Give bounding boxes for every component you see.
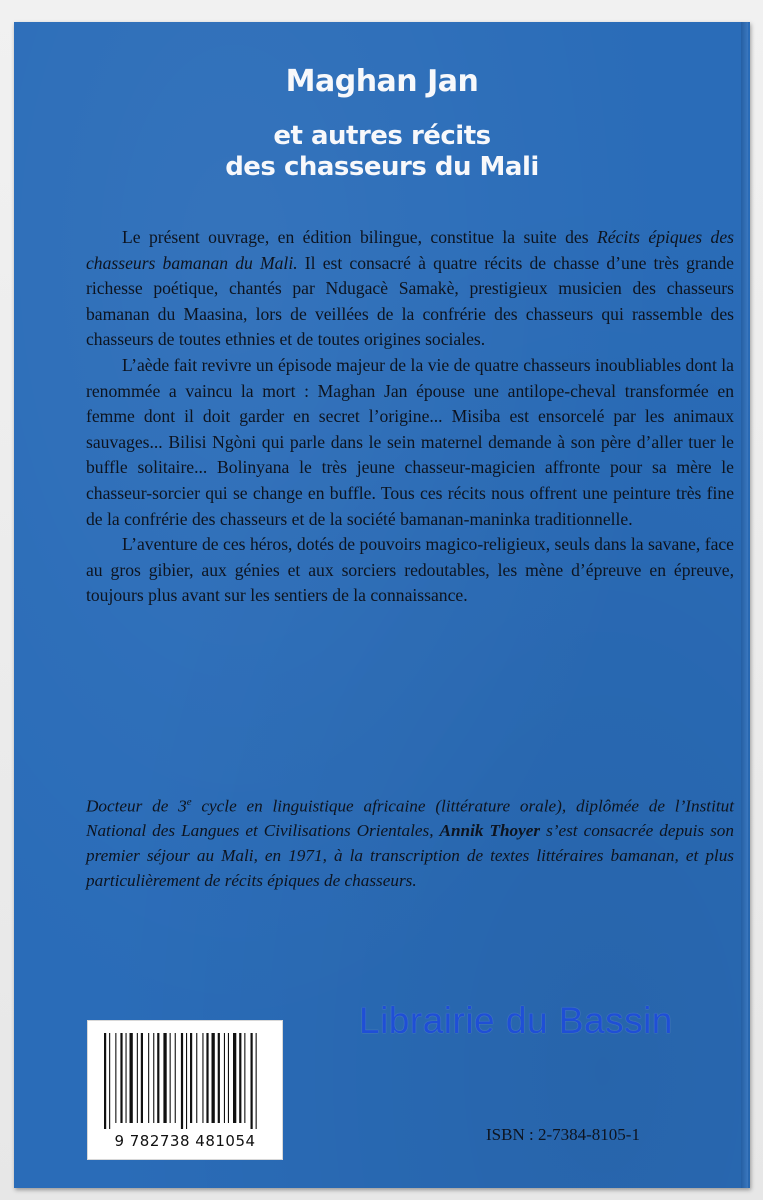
barcode-bar [196, 1033, 197, 1123]
book-subtitle-line-2: des chasseurs du Mali [225, 152, 539, 182]
barcode-bar [141, 1033, 143, 1123]
cover-edge [741, 22, 748, 1188]
barcode-bar [148, 1033, 149, 1123]
barcode-bar [202, 1033, 203, 1123]
blurb-paragraph-3: L’aventure de ces héros, dotés de pouvoirs magico-religieux, seuls dans la savane, face au gros gibier, aux génies et aux sorciers redoutables, les mène d’épreuve en épreuve, toujours plus avant sur les sentiers de la connaissance. [86, 534, 734, 606]
bio-text-end: s’est consacrée depuis son premier séjour au Mali, en 1971, à la transcription de textes littéraires bamanan, et plus particulièrement de récits épiques de chasseurs. [86, 821, 734, 890]
barcode-bar [170, 1033, 171, 1123]
blurb [86, 225, 734, 609]
barcode-bar [251, 1033, 253, 1129]
barcode-bar [126, 1033, 127, 1123]
blurb-p1-text: Le présent ouvrage, en édition bilingue, constitue la suite des [122, 227, 597, 247]
book-title: Maghan Jan [285, 64, 479, 99]
barcode-bar [153, 1033, 154, 1123]
barcode-bar [224, 1033, 225, 1123]
blurb-p1-italic-title: Récits épiques des chasseurs bamanan du Mali. [86, 227, 734, 273]
barcode-digits: 9 782738 481054 [114, 1132, 256, 1150]
barcode-bar [120, 1033, 122, 1123]
barcode-bar [115, 1033, 116, 1123]
blurb-paragraph-2: L’aède fait revivre un épisode majeur de la vie de quatre chasseurs inoubliables dont la renommée a vaincu la mort : Maghan Jan épouse une antilope-cheval transformée en femme dont il doit garder en secret l’origine... Misiba est ensorcelé par les animaux sauvages... Bilisi Ngòni qui parle dans le sein maternel demande à son père d’aller tuer le buffle solitaire... Bolinyana le très jeune chasseur-magicien affronte pour sa mère le chasseur-sorcier qui se change en buffle. Tous ces récits nous offrent une peinture très fine de la confrérie des chasseurs et de la société bamanan-maninka traditionnelle. [86, 354, 734, 529]
barcode-bar [163, 1033, 166, 1123]
barcode-bar [206, 1033, 208, 1123]
isbn: ISBN : 2-7384-8105-1 [486, 1125, 640, 1144]
book-back-cover [14, 22, 750, 1188]
barcode-bar [175, 1033, 176, 1123]
barcode-bars [102, 1033, 268, 1129]
barcode-bar [228, 1033, 229, 1123]
watermark: Librairie du Bassin [359, 1000, 673, 1041]
barcode-bar [109, 1033, 110, 1129]
barcode-bar [239, 1033, 241, 1123]
barcode-bar [181, 1033, 183, 1129]
barcode [87, 1020, 283, 1160]
barcode-bar [218, 1033, 220, 1123]
barcode-bar [137, 1033, 138, 1123]
barcode-bar [157, 1033, 159, 1123]
barcode-bar [233, 1033, 236, 1123]
book-subtitle-line-1: et autres récits [273, 121, 491, 151]
bio-superscript: e [186, 796, 192, 808]
author-bio [86, 790, 734, 893]
barcode-bar [190, 1033, 192, 1123]
blurb-p1-text-end: Il est consacré à quatre récits de chasse d’une très grande richesse poétique, chantés par Ndugacè Samakè, prestigieux musicien des chasseurs bamanan du Maasina, lors de veillées de la confrérie des chasseurs qui rassemble des chasseurs de toutes ethnies et de toutes origines sociales. [86, 252, 734, 350]
barcode-bar [104, 1033, 106, 1129]
barcode-bar [256, 1033, 257, 1129]
barcode-bar [130, 1033, 133, 1123]
author-name: Annik Thoyer [439, 821, 541, 841]
barcode-bar [186, 1033, 187, 1129]
barcode-bar [244, 1033, 245, 1123]
bio-text-middle: cycle en linguistique africaine (littérature orale), diplômée de l’Institut National des Langues et Civilisations Orientales, [86, 796, 734, 841]
blurb-paragraph-1 [86, 225, 734, 353]
bio-text-start: Docteur de 3 [86, 796, 187, 816]
barcode-bar [212, 1033, 215, 1123]
